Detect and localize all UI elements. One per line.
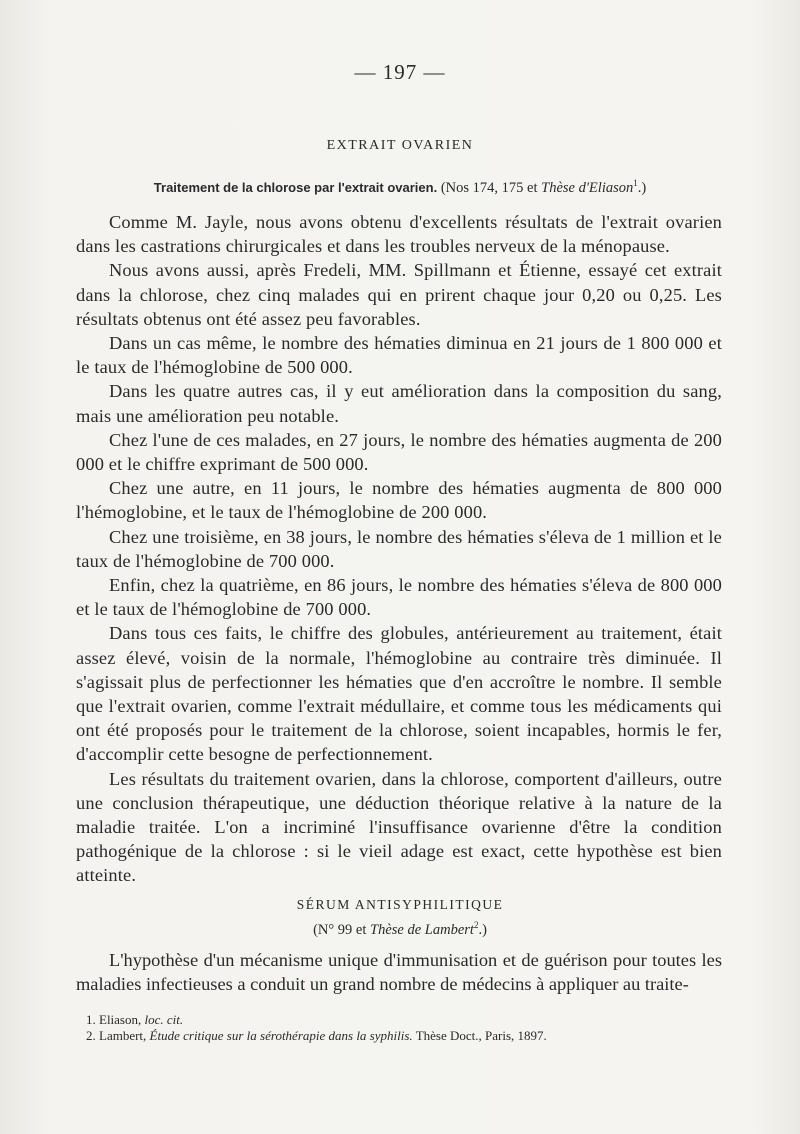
footnote-italic: Étude critique sur la sérothérapie dans la syphilis.: [149, 1028, 413, 1043]
paragraph: Dans un cas même, le nombre des hématies diminua en 21 jours de 1 800 000 et le taux de l'hémoglobine de 500 000.: [76, 333, 722, 378]
footnote-tail: Thèse Doct., Paris, 1897.: [415, 1028, 547, 1043]
footnote-ref-2: 2: [473, 920, 479, 930]
subtitle-ref: (Nos 174, 175 et: [440, 179, 538, 196]
paragraph: Dans tous ces faits, le chiffre des globules, antérieurement au traitement, était assez élevé, voisin de la normale, l'hémoglobine au contraire très diminuée. Il s'agissait plus de perfectionner les hématies que d'en accroître le nombre. Il semble que l'extrait ovarien, comme l'extrait médullaire, et comme tous les médicaments qui ont été proposés pour le traitement de la chlorose, soient incapables, hormis le fer, d'accomplir cette besogne de perfectionnement.: [76, 623, 722, 765]
footnote-author: Lambert,: [99, 1028, 147, 1043]
paragraph: Dans les quatre autres cas, il y eut amélioration dans la composition du sang, mais une amélioration peu notable.: [76, 381, 722, 426]
footnote-1: [76, 1012, 722, 1028]
body-text: [76, 210, 722, 888]
paragraph: Comme M. Jayle, nous avons obtenu d'excellents résultats de l'extrait ovarien dans les castrations chirurgicales et dans les troubles nerveux de la ménopause.: [76, 212, 722, 257]
page-number: — 197 —: [354, 60, 446, 84]
footnote-number: 1.: [86, 1012, 96, 1027]
paragraph: Les résultats du traitement ovarien, dans la chlorose, comportent d'ailleurs, outre une conclusion thérapeutique, une déduction théorique relative à la nature de la maladie traitée. L'on a incriminé l'insuffisance ovarienne d'être la condition pathogénique de la chlorose : si le vieil adage est exact, cette hypothèse est bien atteinte.: [76, 768, 722, 886]
body-text-2: [76, 948, 722, 996]
section-title-serum: SÉRUM ANTISYPHILITIQUE: [296, 897, 504, 912]
subtitle2-ref: (N° 99 et: [313, 921, 367, 938]
section-subtitle: [0, 178, 800, 197]
footnote-italic: loc. cit.: [144, 1012, 184, 1027]
subtitle-bold: Traitement de la chlorose par l'extrait ovarien.: [153, 179, 438, 195]
paragraph: Nous avons aussi, après Fredeli, MM. Spillmann et Étienne, essayé cet extrait dans la chlorose, chez cinq malades qui en prirent chaque jour 0,20 ou 0,25. Les résultats obtenus ont été assez peu favorables.: [76, 260, 722, 329]
footnote-ref-1: 1: [633, 178, 638, 188]
footnote-number: 2.: [86, 1028, 96, 1043]
subtitle-end: .): [637, 179, 647, 196]
paragraph: Chez l'une de ces malades, en 27 jours, le nombre des hématies augmenta de 200 000 et le chiffre exprimant de 500 000.: [76, 429, 722, 475]
paragraph: L'hypothèse d'un mécanisme unique d'immunisation et de guérison pour toutes les maladies infectieuses a conduit un grand nombre de médecins à appliquer au traite-: [76, 950, 722, 995]
footnote-2: [76, 1028, 722, 1044]
footnote-author: Eliason,: [99, 1012, 142, 1027]
paragraph: Chez une autre, en 11 jours, le nombre des hématies augmenta de 800 000 l'hémoglobine, et le taux de l'hémoglobine de 200 000.: [76, 478, 722, 523]
footnotes: [76, 1012, 722, 1044]
paragraph: Chez une troisième, en 38 jours, le nombre des hématies s'éleva de 1 million et le taux de l'hémoglobine de 700 000.: [76, 526, 722, 571]
section-subtitle-2: [0, 920, 800, 939]
paragraph: Enfin, chez la quatrième, en 86 jours, le nombre des hématies s'éleva de 800 000 et le taux de l'hémoglobine de 700 000.: [76, 575, 722, 620]
subtitle-italic: Thèse d'Eliason: [541, 179, 634, 196]
section-title-extrait-ovarien: EXTRAIT OVARIEN: [326, 138, 474, 153]
subtitle2-italic: Thèse de Lambert: [370, 921, 474, 938]
subtitle2-end: .): [478, 921, 487, 938]
